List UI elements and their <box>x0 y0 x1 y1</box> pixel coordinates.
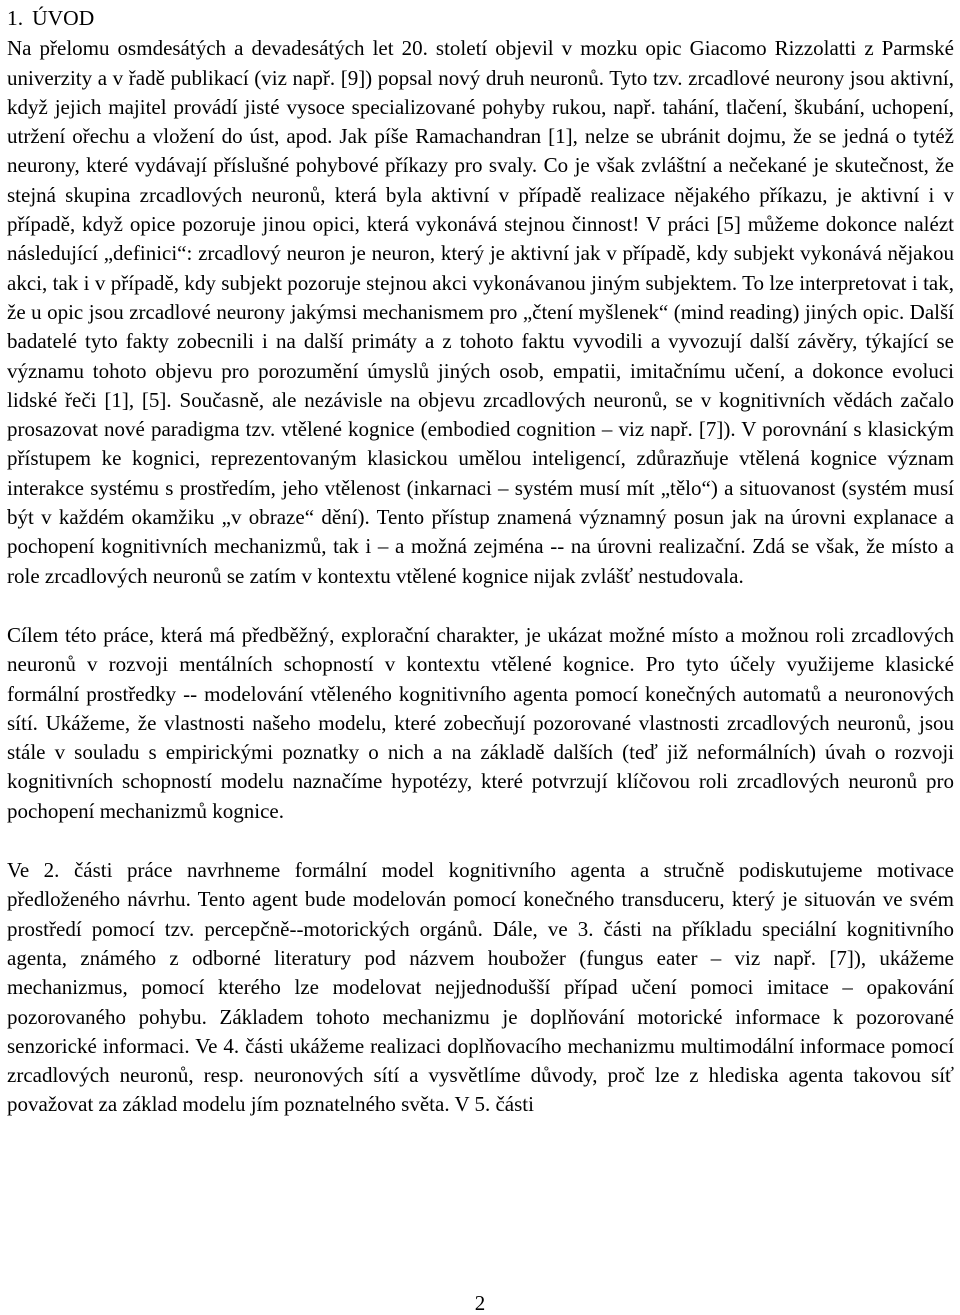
paragraph-outline: Ve 2. části práce navrhneme formální model kognitivního agenta a stručně podiskutujeme motivace předloženého návrhu. Tento agent bude modelován pomocí konečného transduceru, který je situován ve svém prostředí pomocí tzv. percepčně--motorických orgánů. Dále, ve 3. části na příkladu speciální kognitivního agenta, známého z odborné literatury pod názvem houbožer (fungus eater – viz např. [7]), ukážeme mechanizmus, pomocí kterého lze modelovat nejjednodušší případ učení pomoci imitace – opakování pozorovaného pohybu. Základem tohoto mechanizmu je doplňování motorické informace k pozorované senzorické informaci. Ve 4. části ukážeme realizaci doplňovacího mechanizmu multimodální informace pomocí zrcadlových neuronů, resp. neuronových sítí a vysvětlíme důvody, proč lze z hlediska agenta takovou síť považovat za základ modelu jím poznatelného světa. V 5. části <box>7 858 954 1117</box>
section-title: ÚVOD <box>32 6 95 30</box>
section-number: 1. <box>7 6 24 30</box>
paragraph-aim: Cílem této práce, která má předběžný, explorační charakter, je ukázat možné místo a možnou roli zrcadlových neuronů v rozvoji mentálních schopností v kontextu vtělené kognice. Pro tyto účely využijeme klasické formální prostředky -- modelování vtěleného kognitivního agenta pomocí konečných automatů a neuronových sítí. Ukážeme, že vlastnosti našeho modelu, které zobecňují pozorované vlastnosti zrcadlových neuronů, jsou stále v souladu s empirickými poznatky o nich a na základě dalších (teď již neformálních) úvah o rozvoji kognitivních schopností modelu naznačíme hypotézy, které potvrzují klíčovou roli zrcadlových neuronů pro pochopení mechanizmů kognice. <box>7 622 954 823</box>
page <box>7 0 954 1120</box>
section-heading <box>7 4 954 33</box>
paragraph-introduction: Na přelomu osmdesátých a devadesátých let 20. století objevil v mozku opic Giacomo Rizzolatti z Parmské univerzity a v řadě publikací (viz např. [9]) popsal nový druh neuronů. Tyto tzv. zrcadlové neurony jsou aktivní, když jejich majitel provádí jisté vysoce specializované pohyby rukou, např. tahání, tlačení, škubání, uchopení, utržení ořechu a vložení do úst, apod. Jak píše Ramachandran [1], nelze se ubránit dojmu, že se jedná o tytéž neurony, které vydávají příslušné pohybové příkazy pro svaly. Co je však zvláštní a nečekané je skutečnost, že stejná skupina zrcadlových neuronů, která byla aktivní v případě realizace nějakého příkazu, je aktivní i v případě, když opice pozoruje jinou opici, která vykonává stejnou činnost! V práci [5] můžeme dokonce nalézt následující „definici“: zrcadlový neuron je neuron, který je aktivní jak v případě, kdy subjekt vykonává nějakou akci, tak i v případě, kdy subjekt pozoruje stejnou akci vykonávanou jiným subjektem. To lze interpretovat i tak, že u opic jsou zrcadlové neurony jakýmsi mechanismem pro „čtení myšlenek“ (mind reading) jiných opic. Další badatelé tyto fakty zobecnili i na další primáty a z tohoto faktu vyvodili a vyvozují další závěry, týkající se významu tohoto objevu pro porozumění úmyslů jiných osob, empatii, imitačnímu učení, a dokonce evoluci lidské řeči [1], [5]. Současně, ale nezávisle na objevu zrcadlových neuronů, se v kognitivních vědách začalo prosazovat nové paradigma tzv. vtělené kognice (embodied cognition – viz např. [7]). V porovnání s klasickým přístupem ke kognici, reprezentovaným klasickou umělou inteligencí, zdůrazňuje vtělená kognice význam interakce systému s prostředím, jeho vtělenost (inkarnaci – systém musí mít „tělo“) a situovanost (systém musí být v každém okamžiku „v obraze“ dění). Tento přístup znamená významný posun jak na úrovni explanace a pochopení kognitivních mechanizmů, tak i – a možná zejména -- na úrovni realizační. Zdá se však, že místo a role zrcadlových neuronů se zatím v kontextu vtělené kognice nijak zvlášť nestudovala. <box>7 36 954 588</box>
page-number: 2 <box>474 1291 486 1315</box>
